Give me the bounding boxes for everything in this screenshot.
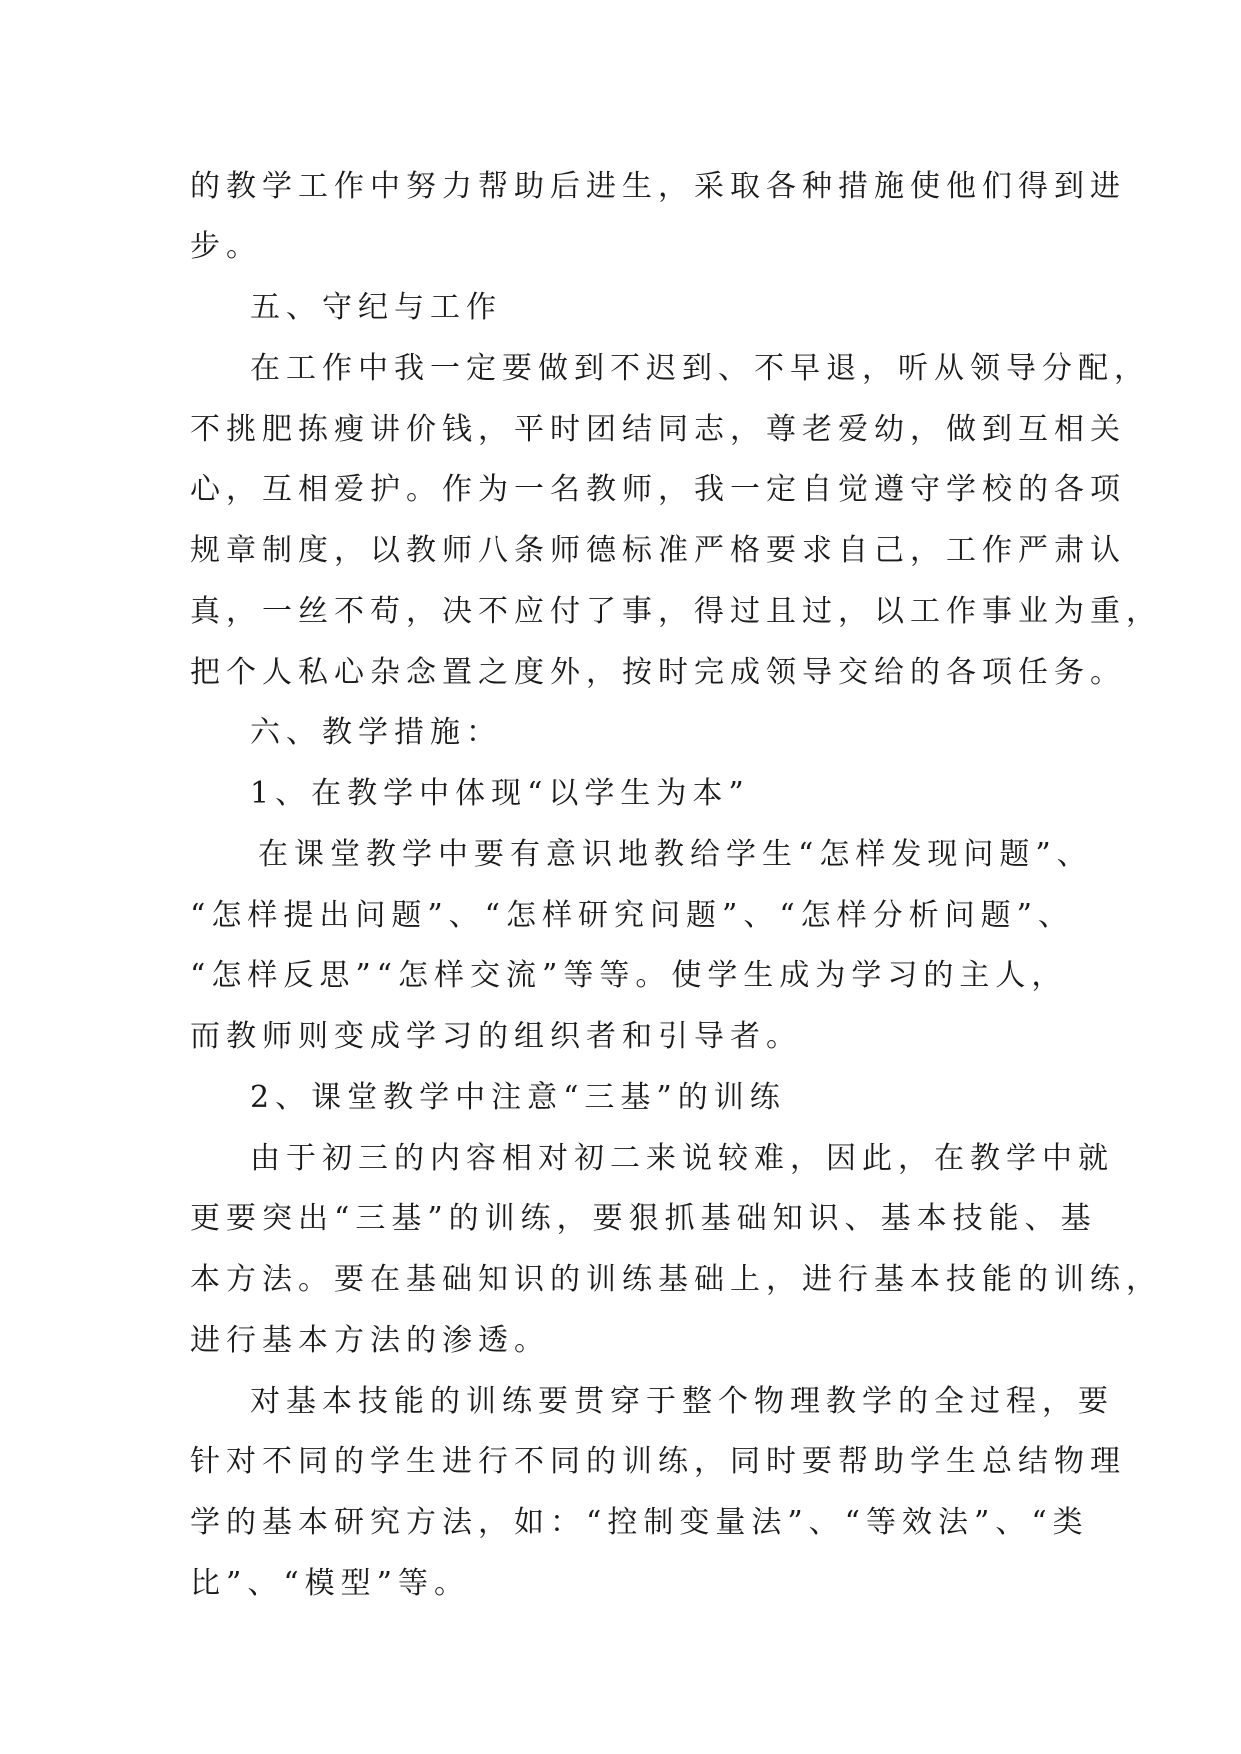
section-heading: 五、守纪与工作 bbox=[250, 290, 502, 325]
section-heading: 六、教学措施： bbox=[250, 715, 502, 750]
text-line: 针对不同的学生进行不同的训练，同时要帮助学生总结物理 bbox=[190, 1444, 1126, 1479]
text-line: 比”、“模型”等。 bbox=[190, 1566, 471, 1601]
text-line: 而教师则变成学习的组织者和引导者。 bbox=[190, 1019, 802, 1054]
text-line: 本方法。要在基础知识的训练基础上，进行基本技能的训练， bbox=[190, 1262, 1162, 1297]
text-line: 由于初三的内容相对初二来说较难，因此，在教学中就 bbox=[250, 1141, 1114, 1176]
text-line: 在工作中我一定要做到不迟到、不早退，听从领导分配， bbox=[250, 351, 1150, 386]
text-line: 规章制度，以教师八条师德标准严格要求自己，工作严肃认 bbox=[190, 533, 1126, 568]
text-line: 的教学工作中努力帮助后进生，采取各种措施使他们得到进 bbox=[190, 169, 1126, 204]
text-line: 在课堂教学中要有意识地教给学生“怎样发现问题”、 bbox=[258, 837, 1093, 872]
text-line: 心，互相爱护。作为一名教师，我一定自觉遵守学校的各项 bbox=[190, 472, 1126, 507]
text-line: 进行基本方法的渗透。 bbox=[190, 1323, 550, 1358]
text-line: 步。 bbox=[190, 229, 262, 264]
text-line: “怎样提出问题”、“怎样研究问题”、“怎样分析问题”、 bbox=[190, 898, 1075, 933]
text-line: 把个人私心杂念置之度外，按时完成领导交给的各项任务。 bbox=[190, 655, 1126, 690]
text-line: “怎样反思”“怎样交流”等等。使学生成为学习的主人， bbox=[190, 958, 1068, 993]
text-line: 对基本技能的训练要贯穿于整个物理教学的全过程，要 bbox=[250, 1384, 1114, 1419]
text-line: 学的基本研究方法，如：“控制变量法”、“等效法”、“类 bbox=[190, 1505, 1089, 1540]
subsection-heading: 2、课堂教学中注意“三基”的训练 bbox=[250, 1080, 786, 1115]
text-line: 更要突出“三基”的训练，要狠抓基础知识、基本技能、基 bbox=[190, 1201, 1097, 1236]
subsection-heading: 1、在教学中体现“以学生为本” bbox=[250, 776, 750, 811]
text-line: 不挑肥拣瘦讲价钱，平时团结同志，尊老爱幼，做到互相关 bbox=[190, 412, 1126, 447]
text-line: 真，一丝不苟，决不应付了事，得过且过，以工作事业为重， bbox=[190, 594, 1162, 629]
